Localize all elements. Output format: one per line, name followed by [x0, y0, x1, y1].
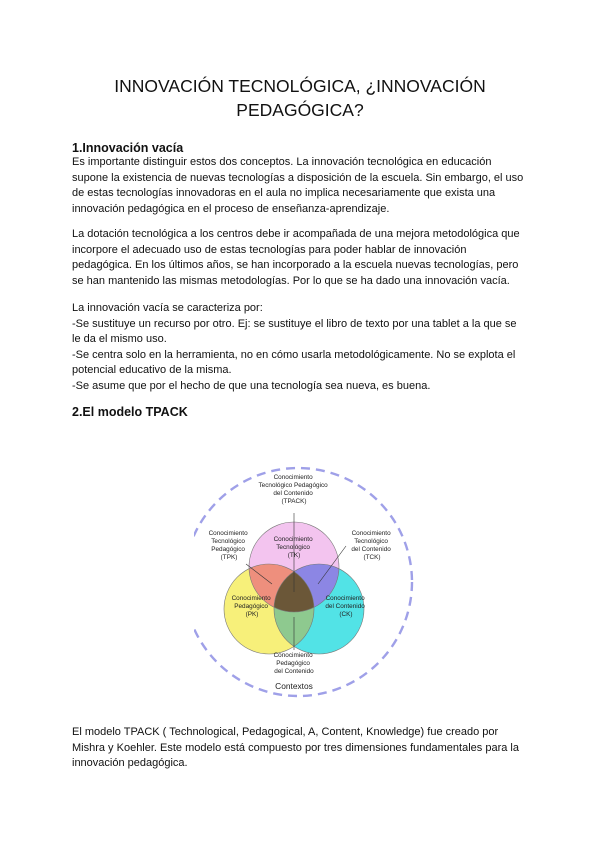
text-line: El modelo TPACK ( Technological, Pedagogical, A, Content, Knowledge) fue creado por: [72, 726, 499, 738]
tpack-venn-svg: [194, 452, 424, 702]
text-line: le da el mismo uso.: [72, 333, 167, 346]
text-line: pedagógica. En los últimos años, se han incorporado a la escuela nuevas tecnologías, pero: [72, 259, 519, 272]
text-line: potencial educativo de la misma.: [72, 364, 232, 377]
text-line: se han mantenido las mismas metodologías. Por lo que se ha dado una innovación vacía.: [72, 274, 510, 287]
section-2-heading: 2.El modelo TPACK: [72, 405, 188, 419]
text-line: innovación pedagógica en el proceso de enseñanza-aprendizaje.: [72, 202, 390, 215]
contexts-label: Contextos: [275, 681, 313, 691]
text-line: supone la existencia de nuevas tecnologías a disposición de la escuela. Sin embargo, el uso: [72, 171, 524, 184]
text-line: La innovación vacía se caracteriza por:: [72, 302, 263, 314]
section-1-paragraph-3: [72, 301, 532, 395]
tpk-label: Conocimiento Tecnológico Pedagógico (TPK): [208, 530, 248, 561]
pk-label: Conocimiento Pedagógico (PK): [231, 595, 271, 618]
tck-label: Conocimiento Tecnológico del Contenido (TCK): [351, 530, 391, 561]
text-line: innovación pedagógica.: [72, 757, 188, 770]
tpack-label: Conocimiento Tecnológico Pedagógico del Contenido (TPACK): [258, 474, 328, 505]
text-line: -Se asume que por el hecho de que una tecnología sea nueva, es buena.: [72, 379, 431, 392]
text-line: incorpore el adecuado uso de estas tecnologías para poder hablar de innovación: [72, 243, 467, 256]
section-1-paragraph-2: [72, 227, 532, 289]
text-line: -Se sustituye un recurso por otro. Ej: se sustituye el libro de texto por una tablet a la que se: [72, 317, 517, 330]
text-line: Es importante distinguir estos dos conceptos. La innovación tecnológica en educación: [72, 156, 492, 168]
page-title: [60, 74, 540, 122]
text-line: Mishra y Koehler. Este modelo está compuesto por tres dimensiones fundamentales para la: [72, 741, 519, 754]
text-line: La dotación tecnológica a los centros debe ir acompañada de una mejora metodológica que: [72, 228, 520, 240]
title-line-2: PEDAGÓGICA?: [236, 100, 364, 120]
title-line-1: INNOVACIÓN TECNOLÓGICA, ¿INNOVACIÓN: [114, 76, 486, 96]
tpack-diagram: [194, 452, 424, 702]
pck-label: Conocimiento Pedagógico del Contenido: [273, 652, 314, 675]
section-2-paragraph-1: [72, 725, 532, 772]
section-1-paragraph-1: [72, 155, 532, 217]
text-line: de estas tecnologías innovadoras en el aula no implica necesariamente que exista una: [72, 187, 496, 200]
text-line: -Se centra solo en la herramienta, no en cómo usarla metodológicamente. No se explota el: [72, 348, 516, 361]
ck-label: Conocimiento del Contenido (CK): [325, 595, 365, 618]
tk-label: Conocimiento Tecnológico (TK): [273, 536, 313, 559]
section-1-heading: 1.Innovación vacía: [72, 141, 184, 155]
